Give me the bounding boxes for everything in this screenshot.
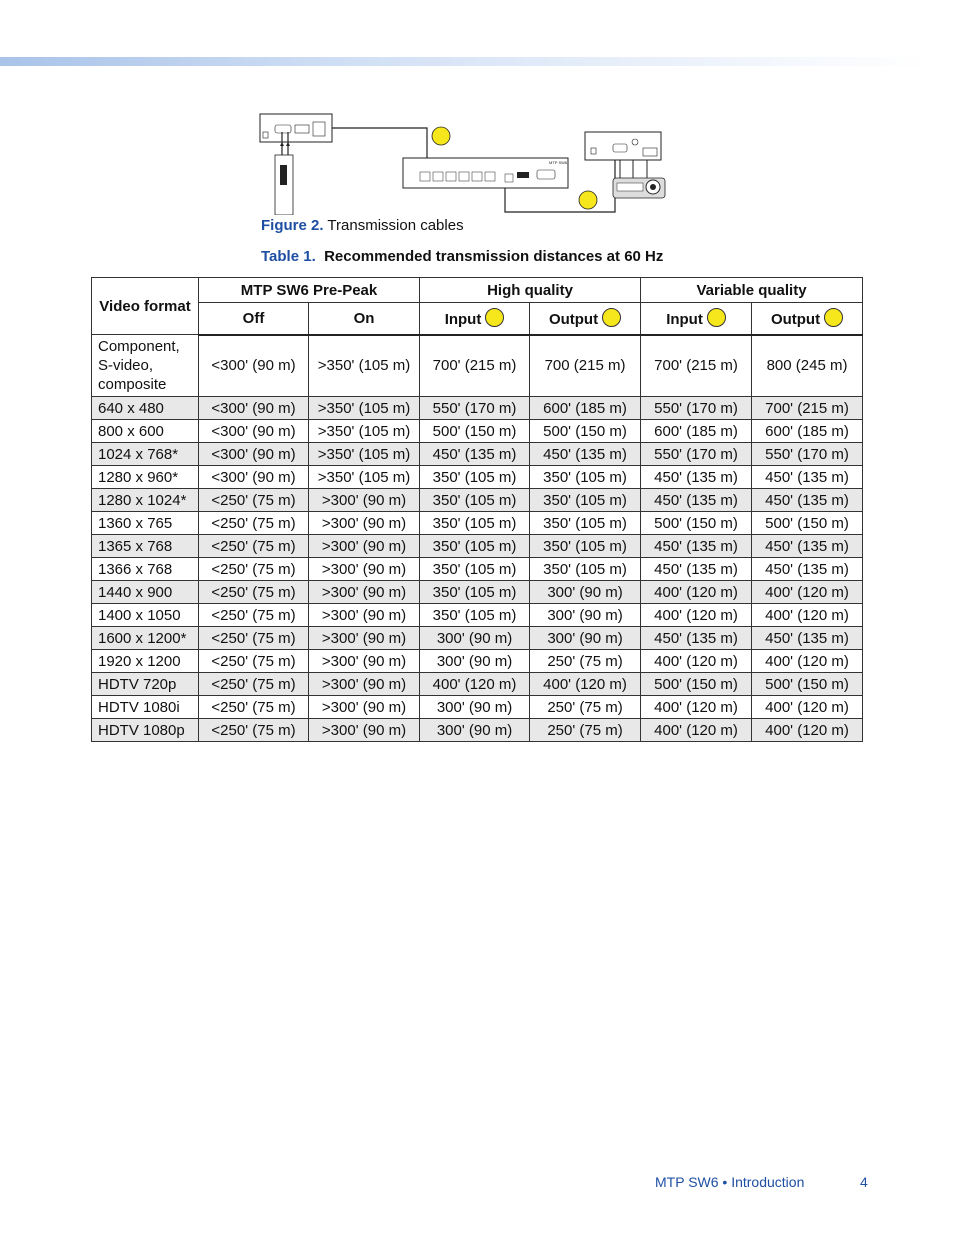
distance-cell: 350' (105 m) (420, 512, 530, 535)
distance-cell: >300' (90 m) (309, 512, 420, 535)
distance-cell: 350' (105 m) (530, 489, 641, 512)
header-variable-quality: Variable quality (641, 278, 863, 303)
distance-cell: 450' (135 m) (752, 489, 863, 512)
distance-cell: <300' (90 m) (199, 466, 309, 489)
figure-caption-text: Transmission cables (327, 217, 464, 234)
table-row (92, 627, 863, 650)
header-on: On (309, 303, 420, 335)
distance-cell: 700 (215 m) (530, 335, 641, 397)
table-row (92, 696, 863, 719)
distance-cell: >350' (105 m) (309, 420, 420, 443)
distance-cell: <250' (75 m) (199, 696, 309, 719)
distance-cell: 450' (135 m) (641, 489, 752, 512)
yellow-badge-icon (485, 308, 504, 327)
svg-text:MTP SW6: MTP SW6 (549, 160, 568, 165)
distance-cell: 450' (135 m) (752, 627, 863, 650)
distance-cell: 450' (135 m) (641, 535, 752, 558)
distance-cell: 350' (105 m) (530, 558, 641, 581)
distance-cell: 500' (150 m) (752, 673, 863, 696)
distance-cell: 450' (135 m) (752, 558, 863, 581)
distance-cell: 350' (105 m) (420, 604, 530, 627)
video-format-cell: 1280 x 1024* (92, 489, 199, 512)
table-row (92, 512, 863, 535)
distance-cell: >300' (90 m) (309, 535, 420, 558)
video-format-cell: 1024 x 768* (92, 443, 199, 466)
distance-cell: 400' (120 m) (530, 673, 641, 696)
header-variable-output: Output (752, 303, 863, 335)
receiver-device (585, 132, 661, 178)
video-format-cell: 1600 x 1200* (92, 627, 199, 650)
footer-title: MTP SW6 • Introduction (655, 1174, 805, 1190)
table-row (92, 420, 863, 443)
header-high-input: Input (420, 303, 530, 335)
header-band (0, 57, 930, 66)
cable-badge-input (432, 127, 450, 145)
video-format-cell: Component, S-video, composite (92, 335, 199, 397)
distance-cell: >300' (90 m) (309, 489, 420, 512)
distance-cell: 400' (120 m) (752, 581, 863, 604)
distance-cell: 450' (135 m) (641, 558, 752, 581)
header-video-format: Video format (92, 278, 199, 335)
distance-cell: 800 (245 m) (752, 335, 863, 397)
distance-cell: 450' (135 m) (752, 466, 863, 489)
distance-cell: 350' (105 m) (420, 535, 530, 558)
video-format-cell: 1365 x 768 (92, 535, 199, 558)
table-row (92, 604, 863, 627)
cable-badge-output (579, 191, 597, 209)
distance-cell: 500' (150 m) (752, 512, 863, 535)
projector-device (613, 178, 665, 198)
table-row (92, 719, 863, 742)
transmission-distance-table (91, 277, 863, 742)
distance-cell: >300' (90 m) (309, 627, 420, 650)
distance-cell: 450' (135 m) (641, 466, 752, 489)
distance-cell: <250' (75 m) (199, 558, 309, 581)
distance-cell: >300' (90 m) (309, 604, 420, 627)
distance-cell: <250' (75 m) (199, 489, 309, 512)
header-off: Off (199, 303, 309, 335)
transmitter-device (260, 114, 332, 142)
distance-cell: 550' (170 m) (420, 397, 530, 420)
distance-cell: <250' (75 m) (199, 512, 309, 535)
distance-cell: <300' (90 m) (199, 420, 309, 443)
distance-cell: 350' (105 m) (420, 489, 530, 512)
table-caption-text: Recommended transmission distances at 60 Hz (324, 248, 664, 265)
video-format-cell: 1920 x 1200 (92, 650, 199, 673)
distance-cell: 350' (105 m) (530, 535, 641, 558)
distance-cell: 250' (75 m) (530, 696, 641, 719)
table-row (92, 466, 863, 489)
distance-cell: 400' (120 m) (752, 650, 863, 673)
header-high-output: Output (530, 303, 641, 335)
yellow-badge-icon (824, 308, 843, 327)
distance-cell: <250' (75 m) (199, 673, 309, 696)
source-device (275, 132, 293, 215)
distance-cell: <300' (90 m) (199, 335, 309, 397)
figure-label: Figure 2. (261, 217, 324, 234)
distance-cell: 350' (105 m) (530, 466, 641, 489)
distance-cell: >300' (90 m) (309, 673, 420, 696)
video-format-cell: 1400 x 1050 (92, 604, 199, 627)
distance-cell: 350' (105 m) (420, 558, 530, 581)
distance-cell: 450' (135 m) (752, 535, 863, 558)
distance-cell: <250' (75 m) (199, 535, 309, 558)
distance-cell: 700' (215 m) (752, 397, 863, 420)
video-format-cell: 1360 x 765 (92, 512, 199, 535)
distance-cell: 250' (75 m) (530, 719, 641, 742)
distance-cell: 300' (90 m) (420, 650, 530, 673)
figure-caption (261, 217, 464, 234)
distance-cell: 400' (120 m) (641, 719, 752, 742)
distance-cell: <300' (90 m) (199, 397, 309, 420)
table-row (92, 650, 863, 673)
header-preppeak: MTP SW6 Pre-Peak (199, 278, 420, 303)
transmission-cables-diagram (255, 110, 675, 215)
distance-cell: 700' (215 m) (420, 335, 530, 397)
table-row (92, 489, 863, 512)
distance-cell: 300' (90 m) (420, 719, 530, 742)
distance-cell: 600' (185 m) (641, 420, 752, 443)
distance-cell: 550' (170 m) (752, 443, 863, 466)
distance-cell: <250' (75 m) (199, 604, 309, 627)
distance-cell: <250' (75 m) (199, 581, 309, 604)
page-number: 4 (860, 1174, 868, 1190)
table-caption (261, 248, 663, 265)
video-format-cell: 1280 x 960* (92, 466, 199, 489)
table-row (92, 397, 863, 420)
yellow-badge-icon (602, 308, 621, 327)
distance-cell: 400' (120 m) (752, 719, 863, 742)
distance-cell: 550' (170 m) (641, 397, 752, 420)
distance-cell: 600' (185 m) (530, 397, 641, 420)
distance-cell: 250' (75 m) (530, 650, 641, 673)
video-format-cell: HDTV 1080p (92, 719, 199, 742)
distance-cell: 350' (105 m) (420, 466, 530, 489)
table-row (92, 535, 863, 558)
distance-cell: 450' (135 m) (641, 627, 752, 650)
distance-cell: 400' (120 m) (752, 696, 863, 719)
distance-cell: >300' (90 m) (309, 558, 420, 581)
distance-cell: 400' (120 m) (641, 696, 752, 719)
distance-cell: 500' (150 m) (641, 673, 752, 696)
distance-cell: 500' (150 m) (530, 420, 641, 443)
distance-cell: >300' (90 m) (309, 650, 420, 673)
distance-cell: 350' (105 m) (420, 581, 530, 604)
distance-cell: >350' (105 m) (309, 397, 420, 420)
distance-cell: 400' (120 m) (641, 650, 752, 673)
distance-cell: 300' (90 m) (530, 604, 641, 627)
distance-cell: 350' (105 m) (530, 512, 641, 535)
table-row (92, 581, 863, 604)
distance-cell: 550' (170 m) (641, 443, 752, 466)
table-row (92, 558, 863, 581)
header-high-quality: High quality (420, 278, 641, 303)
table-row (92, 335, 863, 397)
table-label: Table 1. (261, 248, 316, 265)
distance-cell: <300' (90 m) (199, 443, 309, 466)
header-variable-input: Input (641, 303, 752, 335)
table-row (92, 443, 863, 466)
distance-cell: 400' (120 m) (641, 581, 752, 604)
distance-cell: 300' (90 m) (530, 581, 641, 604)
video-format-cell: 1440 x 900 (92, 581, 199, 604)
distance-cell: 300' (90 m) (420, 696, 530, 719)
yellow-badge-icon (707, 308, 726, 327)
distance-cell: 500' (150 m) (641, 512, 752, 535)
table-body (92, 335, 863, 742)
video-format-cell: HDTV 1080i (92, 696, 199, 719)
video-format-cell: HDTV 720p (92, 673, 199, 696)
distance-cell: 400' (120 m) (420, 673, 530, 696)
mtp-sw6-switcher (403, 158, 568, 188)
distance-cell: <250' (75 m) (199, 719, 309, 742)
distance-cell: <250' (75 m) (199, 650, 309, 673)
distance-cell: 400' (120 m) (641, 604, 752, 627)
distance-cell: 300' (90 m) (420, 627, 530, 650)
distance-cell: >350' (105 m) (309, 466, 420, 489)
distance-cell: 600' (185 m) (752, 420, 863, 443)
distance-cell: <250' (75 m) (199, 627, 309, 650)
distance-cell: >300' (90 m) (309, 719, 420, 742)
video-format-cell: 640 x 480 (92, 397, 199, 420)
distance-cell: 300' (90 m) (530, 627, 641, 650)
distance-cell: >300' (90 m) (309, 581, 420, 604)
distance-cell: >300' (90 m) (309, 696, 420, 719)
distance-cell: 450' (135 m) (530, 443, 641, 466)
distance-cell: 700' (215 m) (641, 335, 752, 397)
video-format-cell: 1366 x 768 (92, 558, 199, 581)
table-row (92, 673, 863, 696)
distance-cell: >350' (105 m) (309, 443, 420, 466)
distance-cell: 500' (150 m) (420, 420, 530, 443)
distance-cell: 400' (120 m) (752, 604, 863, 627)
distance-cell: 450' (135 m) (420, 443, 530, 466)
distance-cell: >350' (105 m) (309, 335, 420, 397)
video-format-cell: 800 x 600 (92, 420, 199, 443)
